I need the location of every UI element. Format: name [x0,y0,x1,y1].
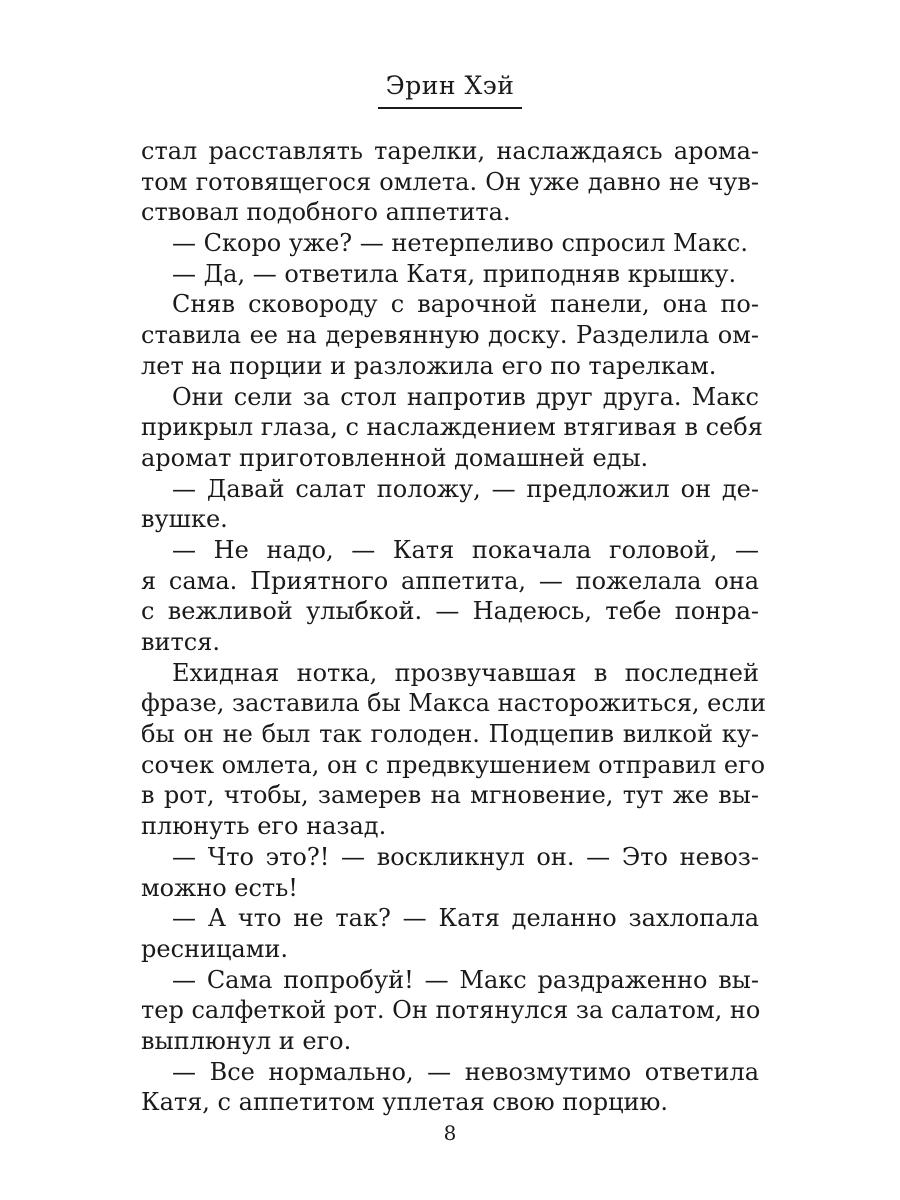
paragraph [141,382,763,474]
paragraph [141,535,759,658]
body-text [141,136,766,1118]
paragraph [141,842,759,903]
text-line: — Да, — ответила Катя, приподняв крышку. [172,259,737,288]
text-line: с вежливой улыбкой. — Надеюсь, тебе понра- [141,597,759,626]
text-line: — Все нормально, — невозмутимо ответила [172,1057,759,1086]
text-line: прикрыл глаза, с наслаждением втягивая в себя [141,413,763,442]
paragraph [141,965,759,1057]
text-line: выплюнул и его. [141,1026,352,1055]
paragraph [141,474,759,535]
paragraph [141,1057,759,1118]
paragraph [141,903,759,964]
text-line: ставила ее на деревянную доску. Разделила ом- [141,321,759,350]
paragraph [141,136,759,228]
text-line: Сняв сковороду с варочной панели, она по- [172,290,759,319]
text-line: — Что это?! — воскликнул он. — Это невоз- [172,842,759,871]
text-line: лет на порции и разложила его по тарелкам. [141,351,717,380]
text-line: плюнуть его назад. [141,812,387,841]
running-header [0,70,900,109]
text-line: — Сама попробуй! — Макс раздраженно вы- [172,965,759,994]
text-line: в рот, чтобы, замерев на мгновение, тут же вы- [141,781,759,810]
text-line: Катя, с аппетитом уплетая свою порцию. [141,1088,669,1117]
text-line: том готовящегося омлета. Он уже давно не чув- [141,167,759,196]
text-line: я сама. Приятного аппетита, — пожелала она [141,566,759,595]
text-line: — А что не так? — Катя деланно захлопала [172,904,759,933]
page-number: 8 [443,1121,457,1145]
text-line: стал расставлять тарелки, наслаждаясь арома- [141,137,759,165]
text-line: Они сели за стол напротив друг друга. Макс [172,382,759,411]
paragraph [141,228,759,259]
text-line: сочек омлета, он с предвкушением отправил его [141,750,766,779]
paragraph [141,289,759,381]
paragraph [141,259,759,290]
author-name: Эрин Хэй [378,70,523,109]
text-line: фразе, заставила бы Макса насторожиться, если [141,689,766,718]
text-line: бы он не был так голоден. Подцепив вилкой ку- [141,720,759,749]
text-line: аромат приготовленной домашней еды. [141,443,649,472]
paragraph [141,658,766,842]
text-line: Ехидная нотка, прозвучавшая в последней [172,658,759,687]
text-line: — Не надо, — Катя покачала головой, — [172,535,759,564]
text-line: ствовал подобного аппетита. [141,198,511,227]
text-line: — Давай салат положу, — предложил он де- [172,474,759,503]
text-line: вушке. [141,505,228,534]
text-line: тер салфеткой рот. Он потянулся за салатом, но [141,996,761,1025]
text-line: вится. [141,628,220,656]
text-line: можно есть! [141,873,298,902]
text-line: — Скоро уже? — нетерпеливо спросил Макс. [172,229,748,258]
text-line: ресницами. [141,934,289,963]
